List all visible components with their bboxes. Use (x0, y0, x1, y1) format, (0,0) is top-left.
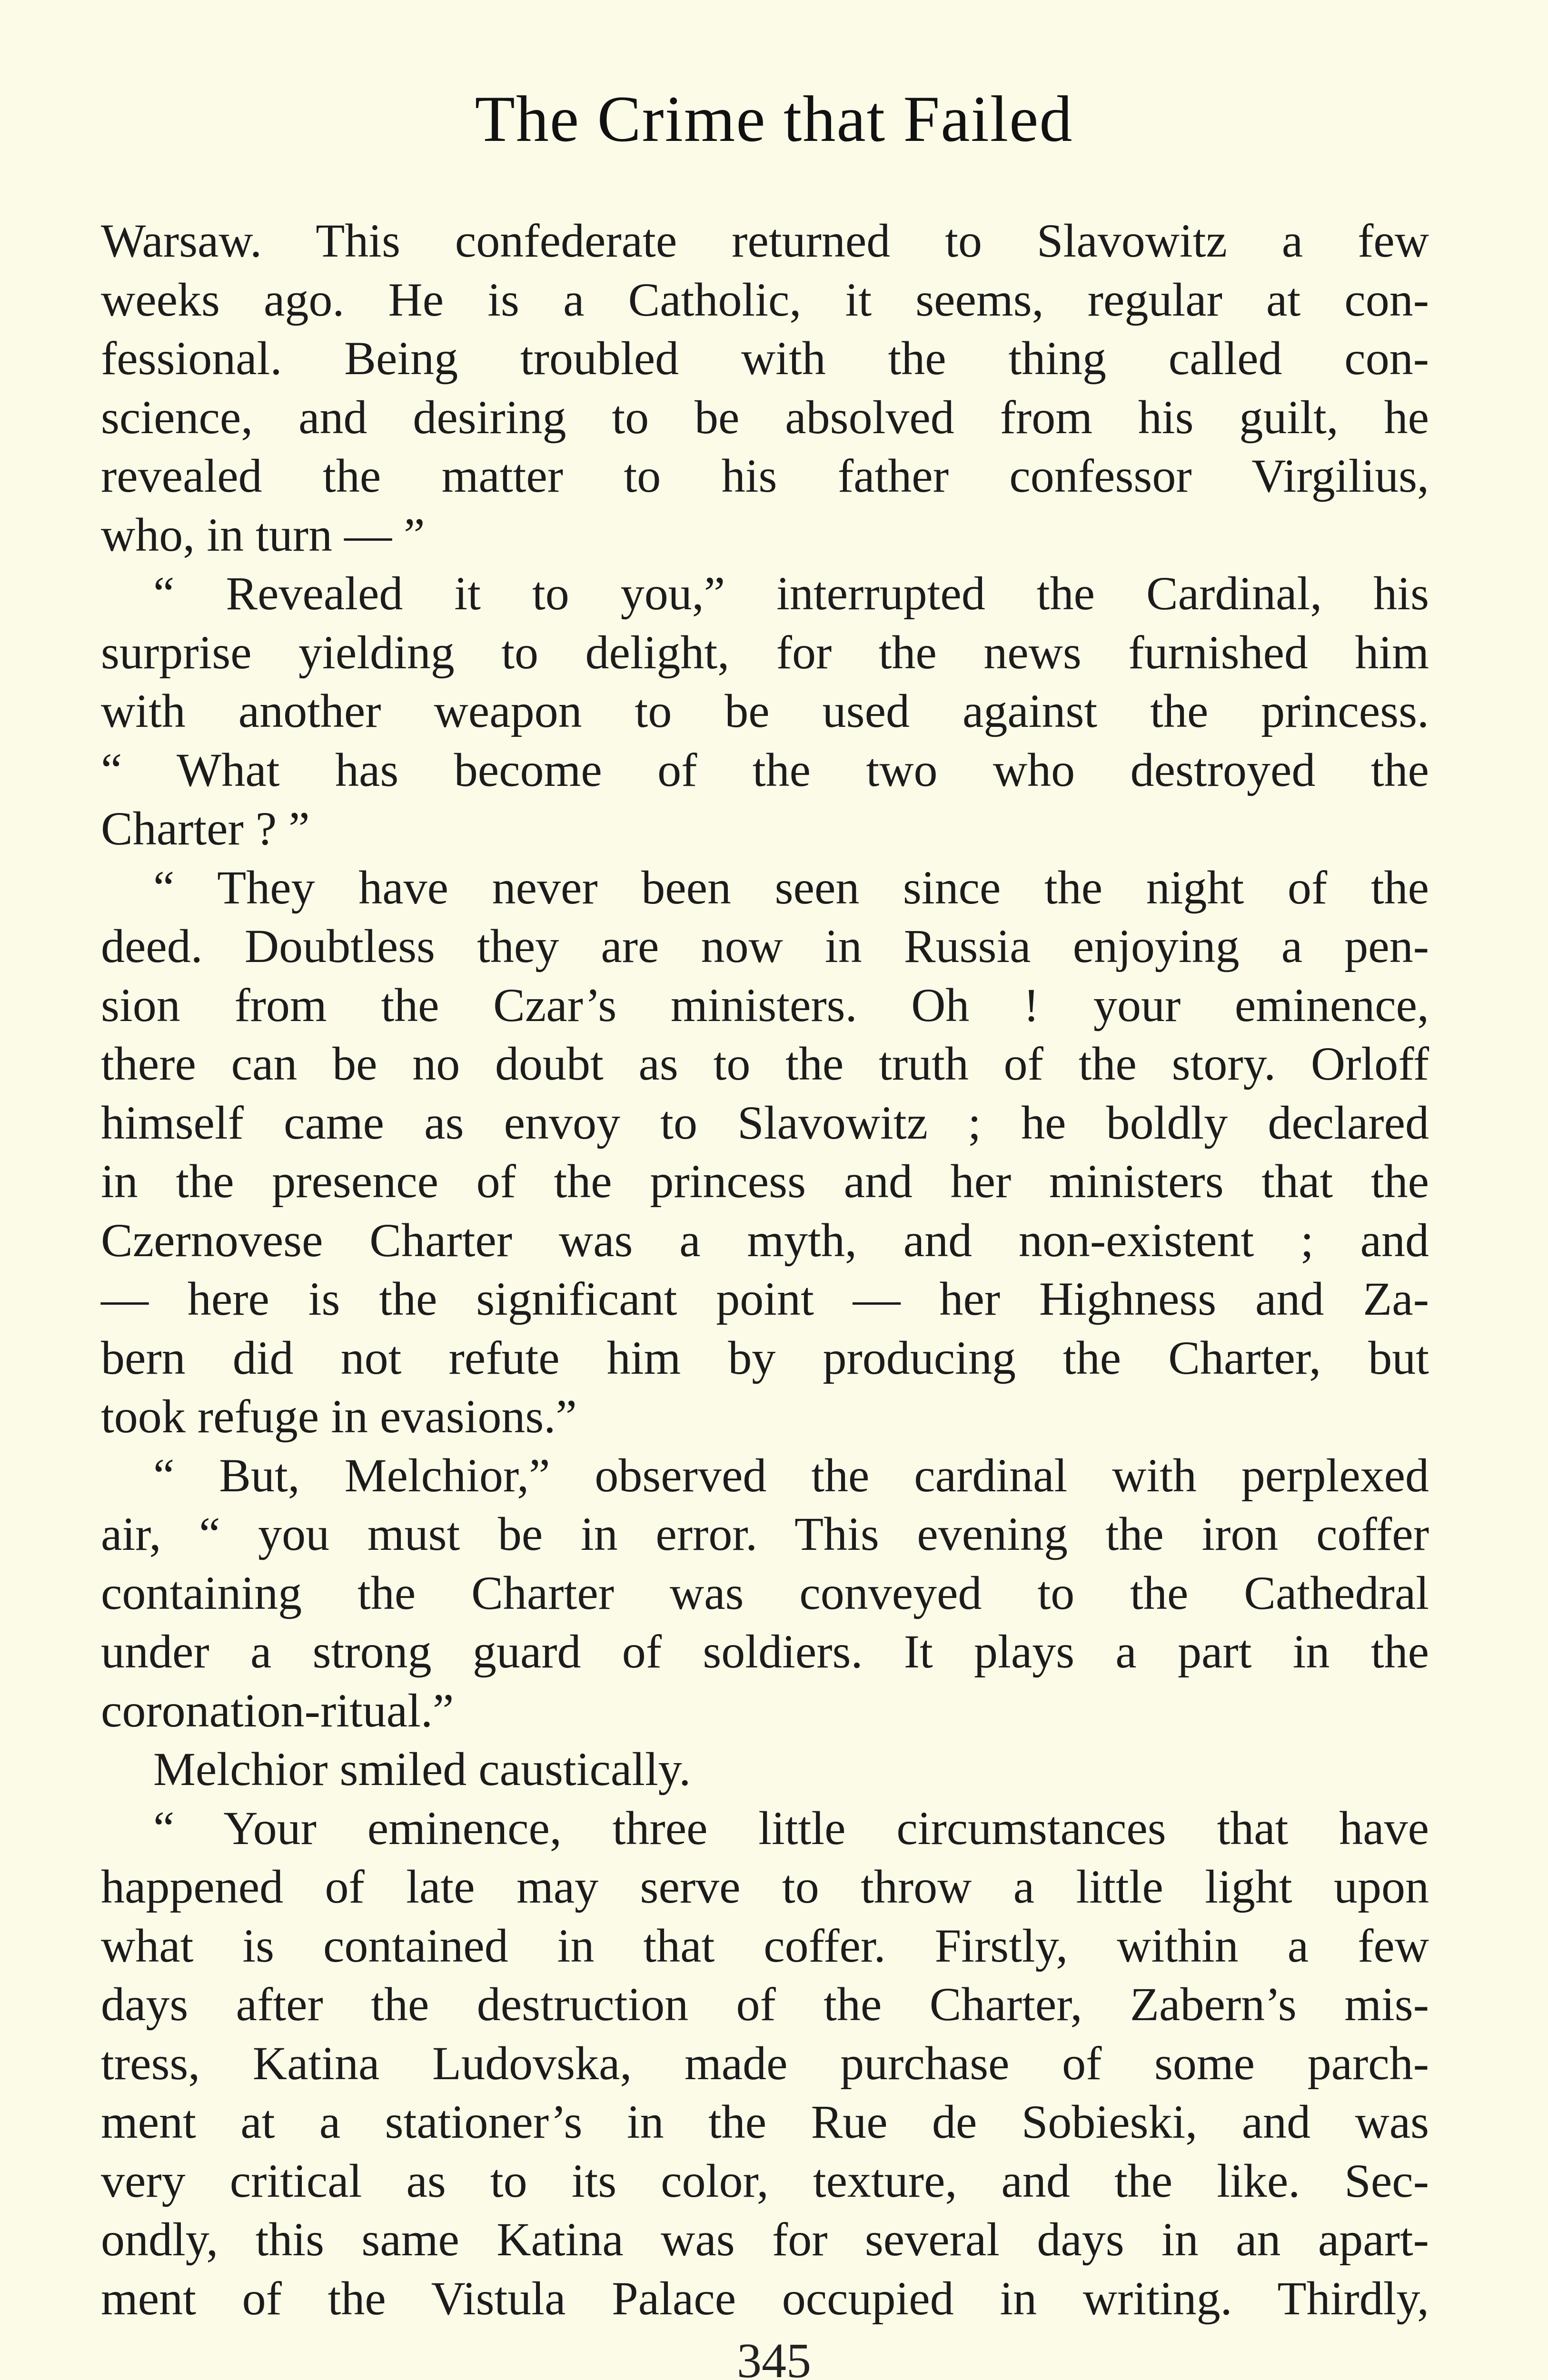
text-line: “ What has become of the two who destroyed the (101, 743, 1429, 796)
text-line: ment at a stationer’s in the Rue de Sobieski, and was (101, 2095, 1429, 2148)
text-line: surprise yielding to delight, for the news furnished him (101, 625, 1429, 679)
running-title: The Crime that Failed (475, 82, 1073, 155)
text-line: there can be no doubt as to the truth of the story. Orloff (101, 1037, 1429, 1090)
body-text (101, 211, 1429, 2328)
text-line: fessional. Being troubled with the thing called con- (101, 332, 1429, 385)
text-line: revealed the matter to his father confessor Virgilius, (101, 449, 1429, 502)
text-line: “ They have never been seen since the night of the (153, 861, 1429, 914)
text-line: very critical as to its color, texture, and the like. Sec- (101, 2154, 1429, 2207)
page-number: 345 (737, 2333, 811, 2380)
text-line: himself came as envoy to Slavowitz ; he boldly declared (101, 1096, 1429, 1149)
text-line: “ Revealed it to you,” interrupted the Cardinal, his (153, 567, 1429, 620)
text-line: with another weapon to be used against the princess. (101, 684, 1429, 737)
text-line: in the presence of the princess and her ministers that the (101, 1155, 1429, 1208)
text-line: tress, Katina Ludovska, made purchase of some parch- (101, 2036, 1429, 2090)
text-line: “ But, Melchior,” observed the cardinal with perplexed (153, 1448, 1429, 1502)
text-line: air, “ you must be in error. This evening the iron coffer (101, 1507, 1429, 1560)
text-line: sion from the Czar’s ministers. Oh ! your eminence, (101, 978, 1429, 1031)
text-line: bern did not refute him by producing the Charter, but (101, 1331, 1429, 1384)
text-line: deed. Doubtless they are now in Russia enjoying a pen- (101, 920, 1429, 972)
text-line: science, and desiring to be absolved from his guilt, he (101, 390, 1429, 444)
text-line: containing the Charter was conveyed to the Cathedral (101, 1566, 1429, 1619)
text-line: ondly, this same Katina was for several days in an apart- (101, 2213, 1429, 2266)
text-line: “ Your eminence, three little circumstances that have (153, 1801, 1429, 1854)
text-line: ment of the Vistula Palace occupied in writing. Thirdly, (101, 2271, 1429, 2325)
text-line: weeks ago. He is a Catholic, it seems, regular at con- (101, 273, 1429, 326)
text-line: Melchior smiled caustically. (153, 1743, 691, 1795)
text-line: Charter ? ” (101, 802, 310, 855)
text-line: what is contained in that coffer. Firstly, within a few (101, 1919, 1429, 1972)
text-line: Warsaw. This confederate returned to Slavowitz a few (101, 214, 1429, 267)
text-line: Czernovese Charter was a myth, and non-existent ; and (101, 1213, 1429, 1267)
text-line: who, in turn — ” (101, 508, 425, 561)
text-line: under a strong guard of soldiers. It plays a part in the (101, 1625, 1429, 1678)
text-line: took refuge in evasions.” (101, 1390, 577, 1443)
text-line: — here is the significant point — her Highness and Za- (101, 1272, 1429, 1325)
text-line: coronation-ritual.” (101, 1684, 454, 1737)
text-line: happened of late may serve to throw a little light upon (101, 1860, 1429, 1913)
text-line: days after the destruction of the Charter, Zabern’s mis- (101, 1978, 1429, 2031)
